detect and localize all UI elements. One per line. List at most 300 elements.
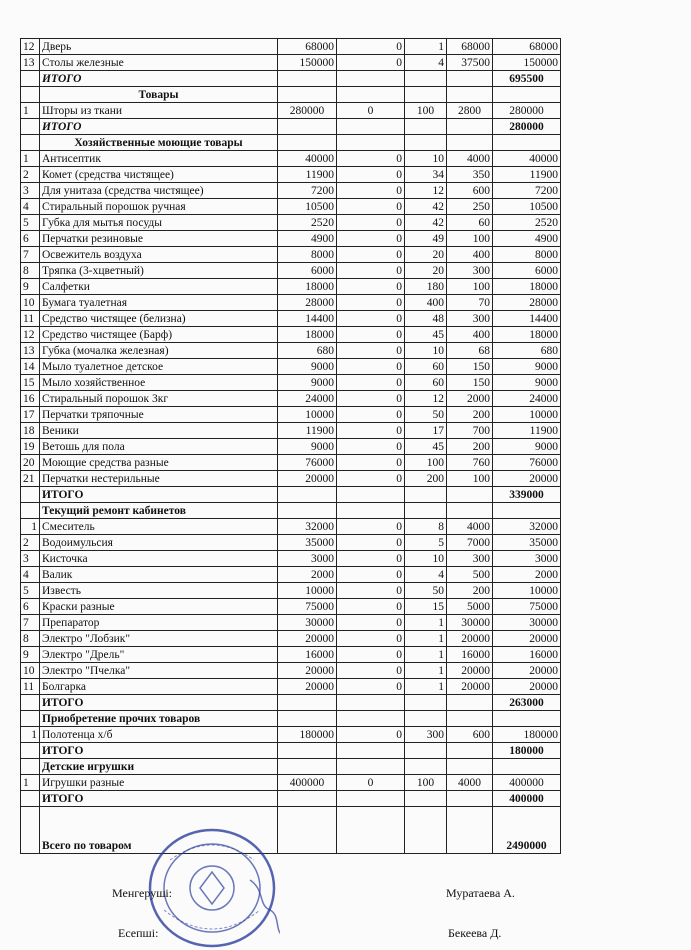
table-row [21, 631, 561, 647]
item-price: 700 [447, 423, 493, 439]
item-col4: 0 [337, 663, 405, 679]
empty-cell [447, 695, 493, 711]
empty-cell [337, 759, 405, 775]
item-col4: 0 [337, 167, 405, 183]
total-row [21, 695, 561, 711]
row-number: 2 [21, 167, 40, 183]
empty-cell [278, 743, 337, 759]
item-col4: 0 [337, 615, 405, 631]
table-row [21, 519, 561, 535]
item-col4: 0 [337, 215, 405, 231]
item-sum: 10500 [493, 199, 561, 215]
item-quantity: 45 [405, 439, 447, 455]
item-name: Электро "Лобзик" [40, 631, 278, 647]
item-quantity: 1 [405, 663, 447, 679]
total-label: ИТОГО [40, 487, 278, 503]
item-col4: 0 [337, 375, 405, 391]
item-budget: 9000 [278, 359, 337, 375]
row-number: 21 [21, 471, 40, 487]
row-number: 19 [21, 439, 40, 455]
item-price: 600 [447, 727, 493, 743]
item-budget: 150000 [278, 55, 337, 71]
item-price: 4000 [447, 151, 493, 167]
empty-cell [278, 711, 337, 727]
item-sum: 20000 [493, 471, 561, 487]
item-budget: 8000 [278, 247, 337, 263]
empty-cell [278, 695, 337, 711]
item-budget: 20000 [278, 663, 337, 679]
item-col4: 0 [337, 391, 405, 407]
row-number: 8 [21, 631, 40, 647]
item-sum: 9000 [493, 375, 561, 391]
table-row [21, 583, 561, 599]
item-name: Ветошь для пола [40, 439, 278, 455]
item-name: Шторы из ткани [40, 103, 278, 119]
empty-cell [21, 695, 40, 711]
item-price: 7000 [447, 535, 493, 551]
item-quantity: 60 [405, 375, 447, 391]
item-sum: 24000 [493, 391, 561, 407]
item-name: Игрушки разные [40, 775, 278, 791]
table-row [21, 375, 561, 391]
item-sum: 20000 [493, 631, 561, 647]
item-col4: 0 [337, 343, 405, 359]
item-budget: 28000 [278, 295, 337, 311]
total-value: 400000 [493, 791, 561, 807]
item-price: 4000 [447, 775, 493, 791]
total-label: ИТОГО [40, 119, 278, 135]
row-number: 4 [21, 199, 40, 215]
item-budget: 24000 [278, 391, 337, 407]
item-price: 200 [447, 407, 493, 423]
item-budget: 20000 [278, 679, 337, 695]
item-name: Полотенца х/б [40, 727, 278, 743]
item-name: Мыло туалетное детское [40, 359, 278, 375]
empty-cell [278, 487, 337, 503]
document-sheet [20, 38, 561, 854]
table-row [21, 423, 561, 439]
item-quantity: 1 [405, 679, 447, 695]
empty-cell [447, 743, 493, 759]
section-header-row [21, 87, 561, 103]
total-row [21, 791, 561, 807]
item-price: 2800 [447, 103, 493, 119]
item-sum: 11900 [493, 167, 561, 183]
empty-cell [405, 807, 447, 854]
table-row [21, 359, 561, 375]
row-number: 6 [21, 599, 40, 615]
item-sum: 10000 [493, 407, 561, 423]
item-quantity: 50 [405, 407, 447, 423]
item-budget: 10000 [278, 407, 337, 423]
empty-cell [21, 503, 40, 519]
item-price: 760 [447, 455, 493, 471]
item-quantity: 20 [405, 247, 447, 263]
item-quantity: 12 [405, 183, 447, 199]
row-number: 13 [21, 55, 40, 71]
table-row [21, 567, 561, 583]
item-col4: 0 [337, 407, 405, 423]
signature-label-accountant: Есепшi: [118, 926, 159, 940]
item-quantity: 400 [405, 295, 447, 311]
item-quantity: 20 [405, 263, 447, 279]
table-row [21, 295, 561, 311]
item-col4: 0 [337, 455, 405, 471]
item-price: 100 [447, 471, 493, 487]
item-sum: 18000 [493, 279, 561, 295]
total-value: 695500 [493, 71, 561, 87]
item-budget: 32000 [278, 519, 337, 535]
item-col4: 0 [337, 551, 405, 567]
item-price: 20000 [447, 663, 493, 679]
empty-cell [21, 759, 40, 775]
item-name: Веники [40, 423, 278, 439]
item-budget: 11900 [278, 167, 337, 183]
item-price: 350 [447, 167, 493, 183]
total-row [21, 71, 561, 87]
item-quantity: 10 [405, 343, 447, 359]
empty-cell [278, 71, 337, 87]
empty-cell [405, 743, 447, 759]
item-col4: 0 [337, 103, 405, 119]
table-row [21, 231, 561, 247]
item-name: Кисточка [40, 551, 278, 567]
table-row [21, 775, 561, 791]
empty-cell [337, 695, 405, 711]
empty-cell [447, 503, 493, 519]
empty-cell [337, 791, 405, 807]
row-number: 1 [21, 775, 40, 791]
row-number: 7 [21, 615, 40, 631]
item-price: 20000 [447, 631, 493, 647]
grand-total-value: 2490000 [493, 807, 561, 854]
empty-cell [278, 759, 337, 775]
empty-cell [447, 711, 493, 727]
table-row [21, 327, 561, 343]
item-quantity: 100 [405, 455, 447, 471]
item-price: 400 [447, 327, 493, 343]
empty-cell [21, 135, 40, 151]
row-number: 7 [21, 247, 40, 263]
item-price: 200 [447, 439, 493, 455]
table-row [21, 167, 561, 183]
item-col4: 0 [337, 55, 405, 71]
row-number: 4 [21, 567, 40, 583]
table-row [21, 535, 561, 551]
item-budget: 40000 [278, 151, 337, 167]
total-row [21, 743, 561, 759]
empty-cell [21, 71, 40, 87]
item-price: 600 [447, 183, 493, 199]
item-sum: 4900 [493, 231, 561, 247]
item-sum: 76000 [493, 455, 561, 471]
item-name: Губка для мытья посуды [40, 215, 278, 231]
item-sum: 8000 [493, 247, 561, 263]
empty-cell [21, 711, 40, 727]
section-title: Текущий ремонт кабинетов [40, 503, 278, 519]
item-col4: 0 [337, 279, 405, 295]
item-sum: 20000 [493, 679, 561, 695]
empty-cell [337, 135, 405, 151]
empty-cell [278, 87, 337, 103]
item-budget: 400000 [278, 775, 337, 791]
item-name: Дверь [40, 39, 278, 55]
item-budget: 280000 [278, 103, 337, 119]
item-quantity: 4 [405, 55, 447, 71]
section-title: Товары [40, 87, 278, 103]
empty-cell [337, 503, 405, 519]
item-quantity: 1 [405, 647, 447, 663]
item-col4: 0 [337, 263, 405, 279]
section-header-row [21, 503, 561, 519]
item-quantity: 200 [405, 471, 447, 487]
item-quantity: 10 [405, 151, 447, 167]
item-sum: 14400 [493, 311, 561, 327]
item-budget: 20000 [278, 471, 337, 487]
row-number: 18 [21, 423, 40, 439]
item-name: Водоимульсия [40, 535, 278, 551]
item-quantity: 180 [405, 279, 447, 295]
item-budget: 14400 [278, 311, 337, 327]
item-price: 500 [447, 567, 493, 583]
item-sum: 28000 [493, 295, 561, 311]
row-number: 11 [21, 679, 40, 695]
item-sum: 9000 [493, 439, 561, 455]
item-quantity: 15 [405, 599, 447, 615]
item-budget: 180000 [278, 727, 337, 743]
item-col4: 0 [337, 151, 405, 167]
item-sum: 11900 [493, 423, 561, 439]
item-name: Перчатки нестерильные [40, 471, 278, 487]
empty-cell [405, 759, 447, 775]
item-name: Перчатки резиновые [40, 231, 278, 247]
empty-cell [337, 87, 405, 103]
item-col4: 0 [337, 471, 405, 487]
item-price: 300 [447, 551, 493, 567]
signature-name-manager: Муратаева А. [446, 886, 515, 900]
item-sum: 75000 [493, 599, 561, 615]
item-col4: 0 [337, 247, 405, 263]
row-number: 13 [21, 343, 40, 359]
item-col4: 0 [337, 39, 405, 55]
empty-cell [278, 135, 337, 151]
row-number: 9 [21, 647, 40, 663]
empty-cell [493, 759, 561, 775]
item-col4: 0 [337, 231, 405, 247]
row-number: 1 [21, 727, 40, 743]
item-sum: 2520 [493, 215, 561, 231]
total-label: ИТОГО [40, 695, 278, 711]
item-sum: 9000 [493, 359, 561, 375]
item-col4: 0 [337, 775, 405, 791]
item-col4: 0 [337, 679, 405, 695]
empty-cell [493, 711, 561, 727]
item-price: 2000 [447, 391, 493, 407]
row-number: 12 [21, 327, 40, 343]
item-sum: 680 [493, 343, 561, 359]
row-number: 10 [21, 663, 40, 679]
row-number: 6 [21, 231, 40, 247]
item-price: 150 [447, 359, 493, 375]
row-number: 17 [21, 407, 40, 423]
item-budget: 68000 [278, 39, 337, 55]
item-sum: 280000 [493, 103, 561, 119]
item-budget: 18000 [278, 279, 337, 295]
table-row [21, 727, 561, 743]
item-price: 60 [447, 215, 493, 231]
row-number: 3 [21, 551, 40, 567]
empty-cell [493, 87, 561, 103]
item-name: Комет (средства чистящее) [40, 167, 278, 183]
item-sum: 40000 [493, 151, 561, 167]
item-quantity: 100 [405, 103, 447, 119]
item-quantity: 34 [405, 167, 447, 183]
item-budget: 75000 [278, 599, 337, 615]
item-quantity: 1 [405, 631, 447, 647]
table-row [21, 199, 561, 215]
item-sum: 180000 [493, 727, 561, 743]
item-price: 20000 [447, 679, 493, 695]
item-budget: 2520 [278, 215, 337, 231]
empty-cell [405, 119, 447, 135]
table-row [21, 343, 561, 359]
table-row [21, 39, 561, 55]
row-number: 3 [21, 183, 40, 199]
item-quantity: 49 [405, 231, 447, 247]
item-budget: 11900 [278, 423, 337, 439]
table-row [21, 455, 561, 471]
item-name: Болгарка [40, 679, 278, 695]
item-budget: 9000 [278, 375, 337, 391]
item-quantity: 42 [405, 215, 447, 231]
row-number: 16 [21, 391, 40, 407]
section-header-row [21, 759, 561, 775]
row-number: 2 [21, 535, 40, 551]
empty-cell [493, 135, 561, 151]
item-name: Столы железные [40, 55, 278, 71]
item-price: 30000 [447, 615, 493, 631]
item-price: 5000 [447, 599, 493, 615]
grand-total-label: Всего по товаром [40, 807, 278, 854]
item-price: 300 [447, 263, 493, 279]
item-col4: 0 [337, 727, 405, 743]
empty-cell [337, 807, 405, 854]
item-name: Салфетки [40, 279, 278, 295]
item-price: 200 [447, 583, 493, 599]
item-name: Стиральный порошок ручная [40, 199, 278, 215]
item-col4: 0 [337, 567, 405, 583]
item-budget: 18000 [278, 327, 337, 343]
table-row [21, 551, 561, 567]
item-name: Электро "Дрель" [40, 647, 278, 663]
empty-cell [21, 807, 40, 854]
item-col4: 0 [337, 295, 405, 311]
section-header-row [21, 711, 561, 727]
empty-cell [278, 119, 337, 135]
signature-label-manager: Менгерушi: [112, 886, 173, 900]
table-row [21, 55, 561, 71]
empty-cell [405, 711, 447, 727]
item-price: 300 [447, 311, 493, 327]
total-label: ИТОГО [40, 743, 278, 759]
item-sum: 68000 [493, 39, 561, 55]
row-number: 15 [21, 375, 40, 391]
item-name: Моющие средства разные [40, 455, 278, 471]
empty-cell [21, 487, 40, 503]
item-col4: 0 [337, 631, 405, 647]
item-sum: 18000 [493, 327, 561, 343]
row-number: 5 [21, 583, 40, 599]
item-name: Известь [40, 583, 278, 599]
empty-cell [447, 791, 493, 807]
item-sum: 10000 [493, 583, 561, 599]
table-row [21, 471, 561, 487]
table-row [21, 263, 561, 279]
item-name: Для унитаза (средства чистящее) [40, 183, 278, 199]
item-price: 37500 [447, 55, 493, 71]
total-label: ИТОГО [40, 71, 278, 87]
item-budget: 9000 [278, 439, 337, 455]
item-budget: 16000 [278, 647, 337, 663]
empty-cell [278, 503, 337, 519]
total-value: 180000 [493, 743, 561, 759]
item-budget: 2000 [278, 567, 337, 583]
item-budget: 30000 [278, 615, 337, 631]
empty-cell [447, 87, 493, 103]
row-number: 1 [21, 151, 40, 167]
empty-cell [405, 791, 447, 807]
item-budget: 76000 [278, 455, 337, 471]
item-name: Губка (мочалка железная) [40, 343, 278, 359]
item-budget: 20000 [278, 631, 337, 647]
table-row [21, 183, 561, 199]
empty-cell [493, 503, 561, 519]
item-name: Средство чистящее (белизна) [40, 311, 278, 327]
total-value: 280000 [493, 119, 561, 135]
total-row [21, 119, 561, 135]
empty-cell [447, 487, 493, 503]
item-col4: 0 [337, 311, 405, 327]
item-quantity: 1 [405, 615, 447, 631]
empty-cell [21, 87, 40, 103]
row-number: 1 [21, 103, 40, 119]
item-name: Освежитель воздуха [40, 247, 278, 263]
item-quantity: 48 [405, 311, 447, 327]
item-sum: 32000 [493, 519, 561, 535]
empty-cell [337, 119, 405, 135]
item-price: 150 [447, 375, 493, 391]
item-price: 250 [447, 199, 493, 215]
item-name: Валик [40, 567, 278, 583]
row-number: 10 [21, 295, 40, 311]
item-quantity: 8 [405, 519, 447, 535]
item-col4: 0 [337, 359, 405, 375]
row-number: 8 [21, 263, 40, 279]
table-row [21, 311, 561, 327]
item-sum: 16000 [493, 647, 561, 663]
table-row [21, 647, 561, 663]
empty-cell [447, 71, 493, 87]
table-row [21, 391, 561, 407]
item-quantity: 100 [405, 775, 447, 791]
item-col4: 0 [337, 423, 405, 439]
item-sum: 3000 [493, 551, 561, 567]
item-col4: 0 [337, 439, 405, 455]
item-quantity: 17 [405, 423, 447, 439]
table-body [21, 39, 561, 854]
table-row [21, 615, 561, 631]
row-number: 1 [21, 519, 40, 535]
